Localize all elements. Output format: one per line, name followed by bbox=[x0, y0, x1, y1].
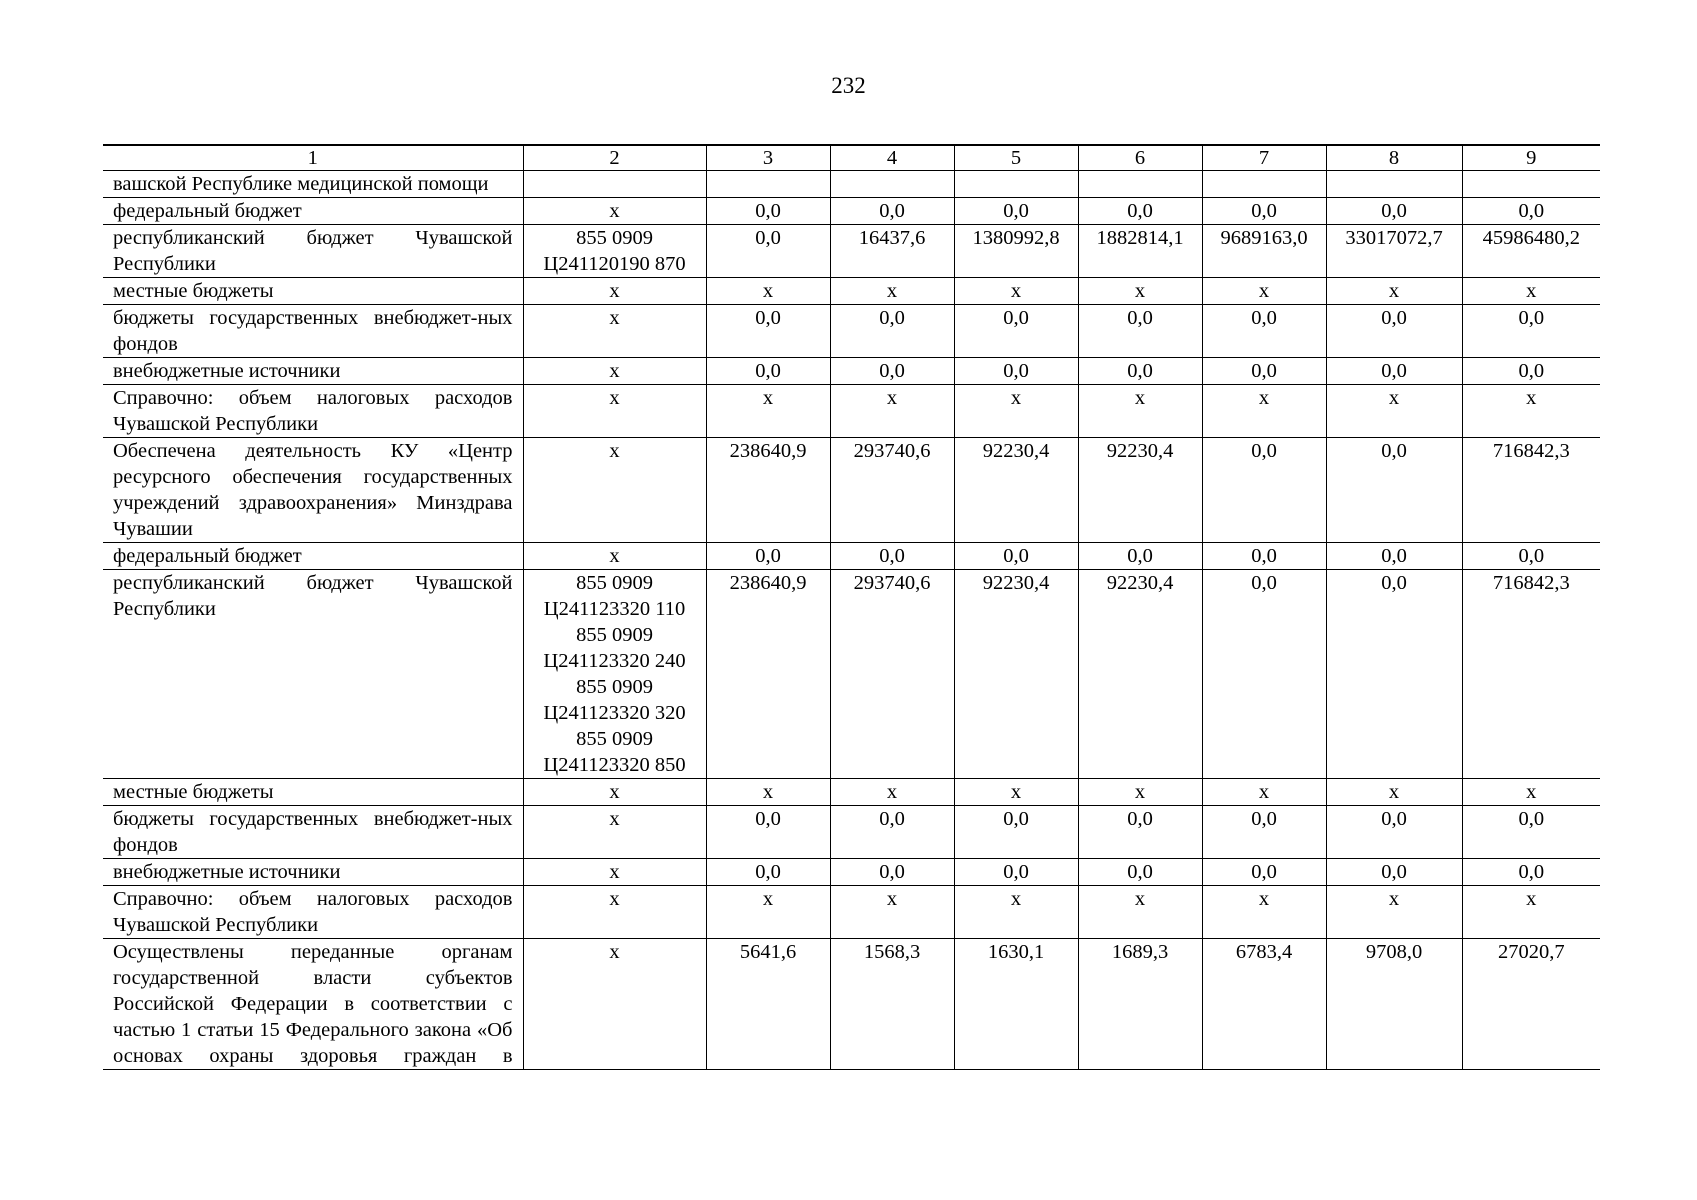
budget-code: x bbox=[523, 939, 706, 1070]
value-cell: 0,0 bbox=[1462, 806, 1600, 859]
value-cell: 0,0 bbox=[706, 358, 830, 385]
value-cell: x bbox=[1078, 886, 1202, 939]
budget-code: x bbox=[523, 305, 706, 358]
value-cell: x bbox=[1202, 779, 1326, 806]
value-cell: x bbox=[1462, 886, 1600, 939]
value-cell: 1380992,8 bbox=[954, 225, 1078, 278]
value-cell: 6783,4 bbox=[1202, 939, 1326, 1070]
row-label: республиканский бюджет Чувашской Республики bbox=[103, 225, 523, 278]
table-row bbox=[103, 939, 1600, 1070]
value-cell: 0,0 bbox=[1462, 859, 1600, 886]
value-cell: x bbox=[954, 385, 1078, 438]
value-cell: 0,0 bbox=[706, 198, 830, 225]
value-cell: 0,0 bbox=[706, 859, 830, 886]
value-cell: x bbox=[1078, 385, 1202, 438]
table-row bbox=[103, 438, 1600, 543]
value-cell: 0,0 bbox=[1202, 305, 1326, 358]
value-cell: 0,0 bbox=[954, 198, 1078, 225]
header-cell: 2 bbox=[523, 145, 706, 171]
header-cell: 3 bbox=[706, 145, 830, 171]
value-cell: 1568,3 bbox=[830, 939, 954, 1070]
table-row bbox=[103, 198, 1600, 225]
value-cell: 9689163,0 bbox=[1202, 225, 1326, 278]
value-cell: x bbox=[954, 886, 1078, 939]
value-cell: 0,0 bbox=[706, 806, 830, 859]
row-label: внебюджетные источники bbox=[103, 859, 523, 886]
budget-code: x bbox=[523, 358, 706, 385]
value-cell: 0,0 bbox=[1078, 305, 1202, 358]
value-cell: 0,0 bbox=[706, 543, 830, 570]
value-cell: 0,0 bbox=[954, 358, 1078, 385]
budget-code: x bbox=[523, 385, 706, 438]
value-cell: 92230,4 bbox=[954, 570, 1078, 779]
budget-code: x bbox=[523, 886, 706, 939]
row-label: федеральный бюджет bbox=[103, 543, 523, 570]
header-cell: 4 bbox=[830, 145, 954, 171]
value-cell: 45986480,2 bbox=[1462, 225, 1600, 278]
budget-code: x bbox=[523, 543, 706, 570]
row-label: республиканский бюджет Чувашской Республики bbox=[103, 570, 523, 779]
value-cell: 0,0 bbox=[1078, 358, 1202, 385]
value-cell: 9708,0 bbox=[1326, 939, 1462, 1070]
value-cell bbox=[1202, 171, 1326, 198]
value-cell: 0,0 bbox=[1202, 570, 1326, 779]
value-cell: 92230,4 bbox=[1078, 570, 1202, 779]
value-cell: 33017072,7 bbox=[1326, 225, 1462, 278]
value-cell: x bbox=[1462, 385, 1600, 438]
value-cell: 1882814,1 bbox=[1078, 225, 1202, 278]
value-cell: 0,0 bbox=[1202, 198, 1326, 225]
value-cell: 0,0 bbox=[830, 305, 954, 358]
value-cell: x bbox=[830, 278, 954, 305]
header-cell: 9 bbox=[1462, 145, 1600, 171]
value-cell: 293740,6 bbox=[830, 438, 954, 543]
table-row bbox=[103, 543, 1600, 570]
header-row bbox=[103, 145, 1600, 171]
value-cell: 0,0 bbox=[1462, 198, 1600, 225]
value-cell: x bbox=[1326, 886, 1462, 939]
row-label: бюджеты государственных внебюджет-ных фондов bbox=[103, 806, 523, 859]
value-cell bbox=[1326, 171, 1462, 198]
value-cell: 0,0 bbox=[1326, 570, 1462, 779]
value-cell: 16437,6 bbox=[830, 225, 954, 278]
table-row bbox=[103, 385, 1600, 438]
table-row bbox=[103, 886, 1600, 939]
value-cell: x bbox=[1462, 779, 1600, 806]
table-row bbox=[103, 806, 1600, 859]
budget-code: x bbox=[523, 779, 706, 806]
value-cell: 0,0 bbox=[1078, 806, 1202, 859]
value-cell: 1630,1 bbox=[954, 939, 1078, 1070]
row-label: Справочно: объем налоговых расходов Чувашской Республики bbox=[103, 886, 523, 939]
value-cell: 0,0 bbox=[1326, 806, 1462, 859]
value-cell: 0,0 bbox=[1202, 358, 1326, 385]
value-cell: 0,0 bbox=[830, 198, 954, 225]
value-cell: x bbox=[1326, 779, 1462, 806]
value-cell: 716842,3 bbox=[1462, 438, 1600, 543]
value-cell: x bbox=[830, 779, 954, 806]
row-label: местные бюджеты bbox=[103, 278, 523, 305]
header-cell: 5 bbox=[954, 145, 1078, 171]
budget-code: x bbox=[523, 859, 706, 886]
page-number: 232 bbox=[831, 73, 866, 98]
value-cell: 0,0 bbox=[1202, 438, 1326, 543]
value-cell: 0,0 bbox=[954, 543, 1078, 570]
budget-code: 855 0909 Ц241123320 110 855 0909 Ц241123320 240 855 0909 Ц241123320 320 855 0909 Ц241123320 850 bbox=[523, 570, 706, 779]
value-cell: 92230,4 bbox=[1078, 438, 1202, 543]
value-cell: x bbox=[954, 278, 1078, 305]
value-cell: 0,0 bbox=[1202, 806, 1326, 859]
row-label: бюджеты государственных внебюджет-ных фондов bbox=[103, 305, 523, 358]
value-cell: 0,0 bbox=[1326, 305, 1462, 358]
value-cell: 0,0 bbox=[1326, 358, 1462, 385]
value-cell: 0,0 bbox=[1462, 358, 1600, 385]
value-cell: x bbox=[706, 779, 830, 806]
value-cell: 5641,6 bbox=[706, 939, 830, 1070]
value-cell: x bbox=[1462, 278, 1600, 305]
table-row bbox=[103, 171, 1600, 198]
value-cell: 0,0 bbox=[1326, 438, 1462, 543]
value-cell: 0,0 bbox=[706, 225, 830, 278]
value-cell: x bbox=[830, 385, 954, 438]
value-cell: x bbox=[830, 886, 954, 939]
value-cell: 0,0 bbox=[1078, 859, 1202, 886]
value-cell: 0,0 bbox=[1202, 543, 1326, 570]
row-label: внебюджетные источники bbox=[103, 358, 523, 385]
value-cell: 0,0 bbox=[706, 305, 830, 358]
header-cell: 6 bbox=[1078, 145, 1202, 171]
budget-code bbox=[523, 171, 706, 198]
value-cell bbox=[830, 171, 954, 198]
value-cell: 0,0 bbox=[954, 305, 1078, 358]
value-cell: 0,0 bbox=[830, 806, 954, 859]
table-row bbox=[103, 305, 1600, 358]
value-cell: 1689,3 bbox=[1078, 939, 1202, 1070]
value-cell: 0,0 bbox=[1078, 198, 1202, 225]
value-cell bbox=[706, 171, 830, 198]
value-cell: 716842,3 bbox=[1462, 570, 1600, 779]
value-cell: x bbox=[1078, 278, 1202, 305]
value-cell: x bbox=[1326, 385, 1462, 438]
value-cell: 92230,4 bbox=[954, 438, 1078, 543]
budget-code: x bbox=[523, 438, 706, 543]
value-cell bbox=[954, 171, 1078, 198]
value-cell: x bbox=[1078, 779, 1202, 806]
budget-code: 855 0909 Ц241120190 870 bbox=[523, 225, 706, 278]
value-cell: x bbox=[1202, 886, 1326, 939]
value-cell: x bbox=[1202, 385, 1326, 438]
row-label: местные бюджеты bbox=[103, 779, 523, 806]
value-cell: x bbox=[706, 385, 830, 438]
value-cell: 238640,9 bbox=[706, 570, 830, 779]
value-cell bbox=[1078, 171, 1202, 198]
row-label: Осуществлены переданные органам государственной власти субъектов Российской Федерации в соответствии с частью 1 статьи 15 Федерального закона «Об основах охраны здоровья граждан в bbox=[103, 939, 523, 1070]
value-cell: 0,0 bbox=[830, 543, 954, 570]
value-cell: 0,0 bbox=[830, 358, 954, 385]
value-cell: x bbox=[1326, 278, 1462, 305]
value-cell: 27020,7 bbox=[1462, 939, 1600, 1070]
value-cell: 293740,6 bbox=[830, 570, 954, 779]
header-cell: 1 bbox=[103, 145, 523, 171]
budget-code: x bbox=[523, 198, 706, 225]
value-cell: 0,0 bbox=[1326, 543, 1462, 570]
table-row bbox=[103, 278, 1600, 305]
value-cell: 0,0 bbox=[954, 859, 1078, 886]
value-cell: 0,0 bbox=[1462, 305, 1600, 358]
value-cell: 0,0 bbox=[830, 859, 954, 886]
row-label: вашской Республике медицинской помощи bbox=[103, 171, 523, 198]
value-cell: 0,0 bbox=[1462, 543, 1600, 570]
value-cell: 0,0 bbox=[1202, 859, 1326, 886]
table-row bbox=[103, 779, 1600, 806]
table-row bbox=[103, 859, 1600, 886]
value-cell: 0,0 bbox=[954, 806, 1078, 859]
row-label: Справочно: объем налоговых расходов Чувашской Республики bbox=[103, 385, 523, 438]
value-cell: x bbox=[706, 278, 830, 305]
header-cell: 8 bbox=[1326, 145, 1462, 171]
table-row bbox=[103, 358, 1600, 385]
row-label: федеральный бюджет bbox=[103, 198, 523, 225]
value-cell: 0,0 bbox=[1326, 198, 1462, 225]
row-label: Обеспечена деятельность КУ «Центр ресурсного обеспечения государственных учреждений здравоохранения» Минздрава Чувашии bbox=[103, 438, 523, 543]
budget-table bbox=[103, 144, 1600, 1070]
table-row bbox=[103, 570, 1600, 779]
value-cell: 0,0 bbox=[1078, 543, 1202, 570]
value-cell: x bbox=[1202, 278, 1326, 305]
budget-code: x bbox=[523, 278, 706, 305]
table-row bbox=[103, 225, 1600, 278]
value-cell: 238640,9 bbox=[706, 438, 830, 543]
budget-code: x bbox=[523, 806, 706, 859]
value-cell: x bbox=[706, 886, 830, 939]
header-cell: 7 bbox=[1202, 145, 1326, 171]
value-cell: x bbox=[954, 779, 1078, 806]
value-cell bbox=[1462, 171, 1600, 198]
value-cell: 0,0 bbox=[1326, 859, 1462, 886]
